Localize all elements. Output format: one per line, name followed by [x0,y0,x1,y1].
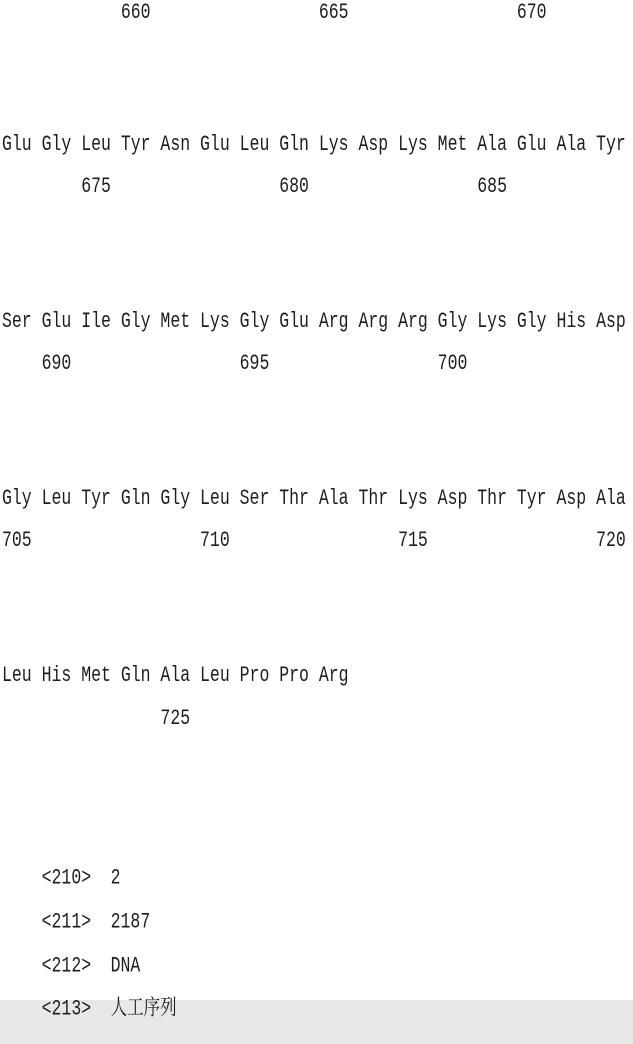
residue-ruler-660-670: 660 665 670 [2,0,547,25]
residue-ruler-675-685: 675 680 685 [2,173,507,199]
tag-212-label: <212> [41,953,92,979]
residue-ruler-690-700: 690 695 700 [2,350,468,376]
sequence-row-689-704: Ser Glu Ile Gly Met Lys Gly Glu Arg Arg Arg Gly Lys Gly His Asp [2,308,626,334]
tag-212-value: DNA [110,953,141,979]
tag-211-label: <211> [41,909,92,935]
seq-organism-tag-213 [2,975,177,1042]
tag-213-value: 人工序列 [110,996,177,1022]
tag-210-label: <210> [41,865,92,891]
residue-ruler-725: 725 [2,705,191,731]
sequence-row-721-729: Leu His Met Gln Ala Leu Pro Pro Arg [2,662,349,688]
sequence-row-705-720: Gly Leu Tyr Gln Gly Leu Ser Thr Ala Thr Lys Asp Thr Tyr Asp Ala [2,485,626,511]
tag-210-value: 2 [110,865,121,891]
tag-213-label: <213> [41,996,92,1022]
tag-211-value: 2187 [110,909,151,935]
sequence-row-671-688: Glu Gly Leu Tyr Asn Glu Leu Gln Lys Asp Lys Met Ala Glu Ala Tyr [2,131,626,157]
residue-ruler-705-720: 705 710 715 720 [2,527,626,553]
